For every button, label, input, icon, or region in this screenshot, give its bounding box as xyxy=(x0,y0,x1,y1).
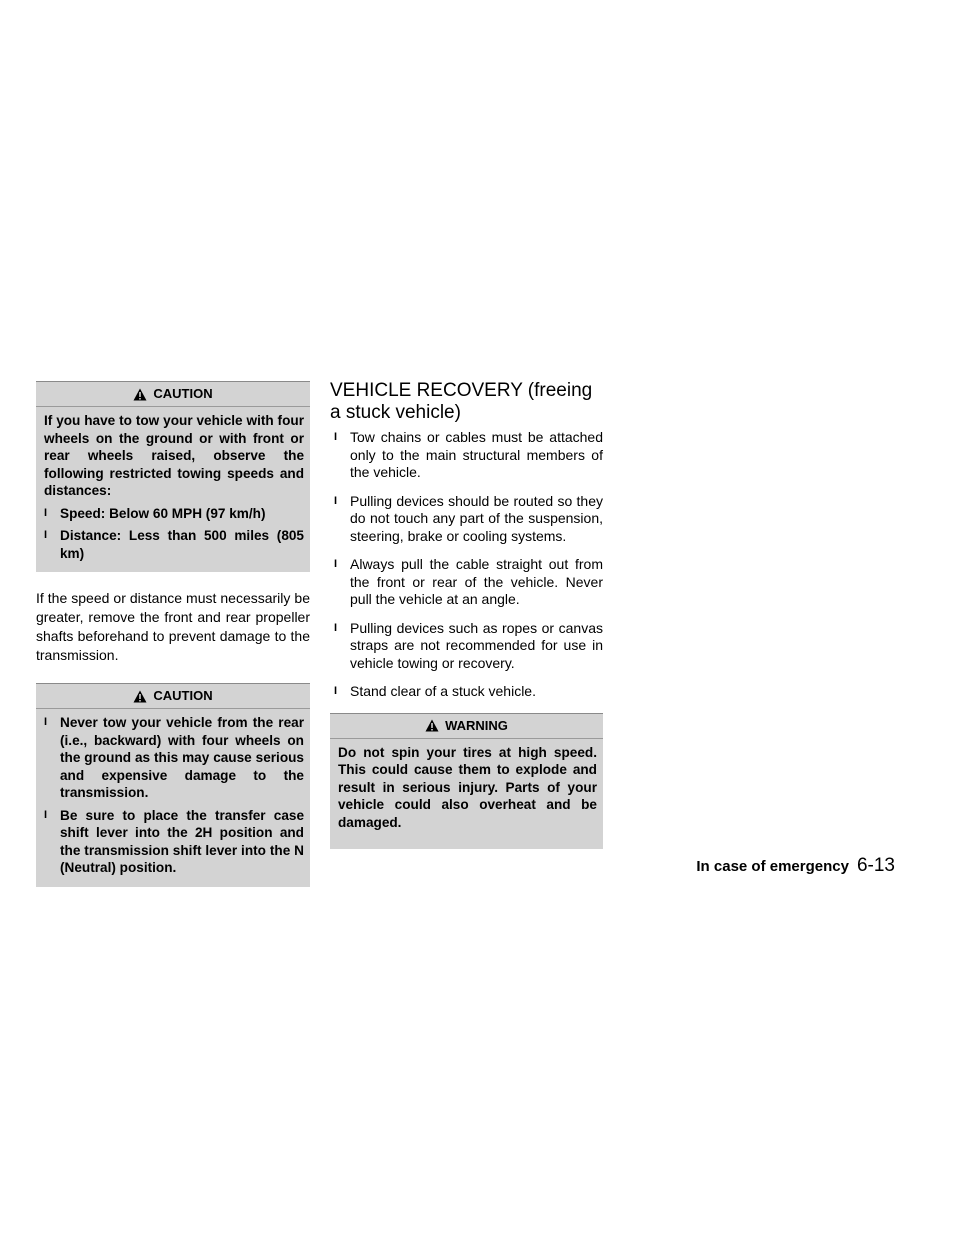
caution-title: CAUTION xyxy=(153,386,213,402)
list-item: I Distance: Less than 500 miles (805 km) xyxy=(44,528,304,561)
warning-triangle-icon xyxy=(425,719,439,732)
page-footer xyxy=(695,855,895,877)
warning-header xyxy=(330,714,603,739)
bullet-marker: I xyxy=(44,506,48,519)
bullet-marker: I xyxy=(44,716,48,728)
caution-box-towing-speeds xyxy=(36,381,310,572)
bullet-marker: I xyxy=(44,529,48,541)
list-item: I Never tow your vehicle from the rear (i.e., backward) with four wheels on the ground as this may cause serious and expensive damage to the transmission. xyxy=(44,715,304,800)
bullet-marker: I xyxy=(334,494,338,507)
list-item: I Stand clear of a stuck vehicle. xyxy=(334,683,536,699)
footer-section-title: In case of emergency xyxy=(696,858,849,875)
warning-text: Do not spin your tires at high speed. This could cause them to explode and result in serious injury. Parts of your vehicle could also overheat and be damaged. xyxy=(338,744,597,830)
bullet-marker: I xyxy=(334,558,338,570)
caution-title: CAUTION xyxy=(153,688,213,704)
body-paragraph: If the speed or distance must necessarily be greater, remove the front and rear propeller shafts beforehand to prevent damage to the transmission. xyxy=(36,590,310,663)
warning-triangle-icon xyxy=(133,690,147,703)
bullet-marker: I xyxy=(44,808,48,821)
caution-intro: If you have to tow your vehicle with four wheels on the ground or with front or rear wheels raised, observe the following restricted towing speeds and distances: xyxy=(44,413,304,498)
list-item: I Pulling devices should be routed so they do not touch any part of the suspension, steering, brake or cooling systems. xyxy=(334,492,603,544)
list-item: I Always pull the cable straight out from the front or rear of the vehicle. Never pull the vehicle at an angle. xyxy=(334,556,603,607)
left-column xyxy=(36,381,310,887)
recovery-list xyxy=(330,429,603,701)
list-item: I Pulling devices such as ropes or canvas straps are not recommended for use in vehicle towing or recovery. xyxy=(334,619,603,671)
page-number: 6-13 xyxy=(856,855,895,876)
section-heading: VEHICLE RECOVERY (freeing a stuck vehicle) xyxy=(330,380,593,423)
caution-header xyxy=(36,684,310,709)
warning-box xyxy=(330,713,603,850)
list-item: I Speed: Below 60 MPH (97 km/h) xyxy=(44,505,266,521)
list-item: I Be sure to place the transfer case shift lever into the 2H position and the transmission shift lever into the N (Neutral) position. xyxy=(44,807,304,875)
bullet-marker: I xyxy=(334,621,338,634)
right-column xyxy=(330,380,603,849)
list-item: I Tow chains or cables must be attached only to the main structural members of the vehicle. xyxy=(334,429,603,480)
warning-title: WARNING xyxy=(445,717,508,733)
caution-header xyxy=(36,382,310,407)
caution-box-transmission xyxy=(36,683,310,887)
bullet-marker: I xyxy=(334,431,338,443)
warning-triangle-icon xyxy=(133,388,147,401)
bullet-marker: I xyxy=(334,685,338,697)
